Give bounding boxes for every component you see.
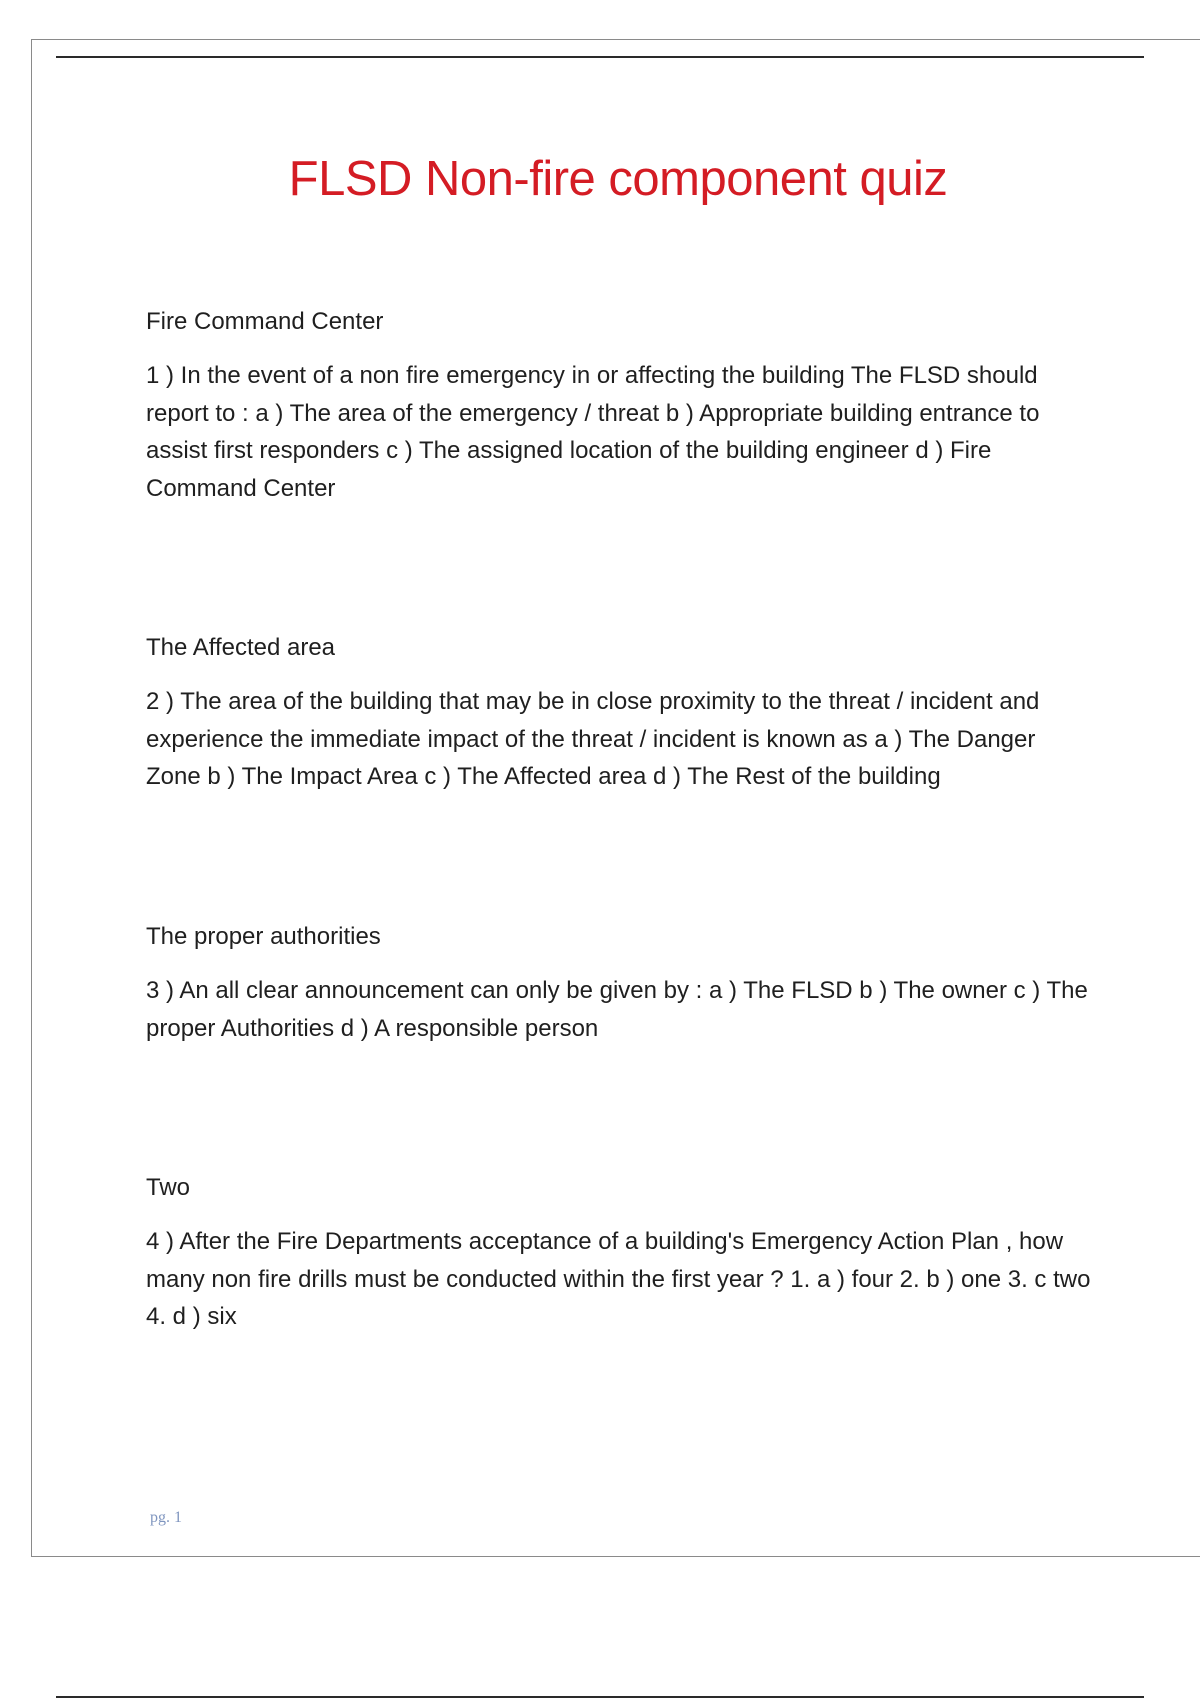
- page-number: pg. 1: [150, 1509, 182, 1526]
- question-text: 2 ) The area of the building that may be in close proximity to the threat / incident and experience the immediate impact of the threat / incident is known as a ) The Danger Zone b ) The Impact Area c ) The Affected area d ) The Rest of the building: [146, 688, 1040, 790]
- qa-item-1: [146, 307, 1096, 507]
- question-text: 1 ) In the event of a non fire emergency in or affecting the building The FLSD should report to : a ) The area of the emergency / threat b ) Appropriate building entrance to assist first responders c ) The assigned location of the building engineer d ) Fire Command Center: [146, 362, 1040, 502]
- qa-item-3: [146, 922, 1096, 1047]
- bottom-rule: [56, 1696, 1144, 1698]
- answer-label: Two: [146, 1174, 191, 1201]
- answer-label: The Affected area: [146, 634, 336, 661]
- question-text: 3 ) An all clear announcement can only be given by : a ) The FLSD b ) The owner c ) The proper Authorities d ) A responsible person: [146, 977, 1088, 1042]
- question-text: 4 ) After the Fire Departments acceptance of a building's Emergency Action Plan , how many non fire drills must be conducted within the first year ? 1. a ) four 2. b ) one 3. c two 4. d ) six: [146, 1228, 1091, 1330]
- qa-item-2: [146, 633, 1096, 796]
- qa-item-4: [146, 1173, 1096, 1336]
- top-rule: [56, 56, 1144, 58]
- answer-label: The proper authorities: [146, 923, 381, 950]
- answer-label: Fire Command Center: [146, 308, 384, 335]
- document-title: FLSD Non-fire component quiz: [288, 152, 948, 206]
